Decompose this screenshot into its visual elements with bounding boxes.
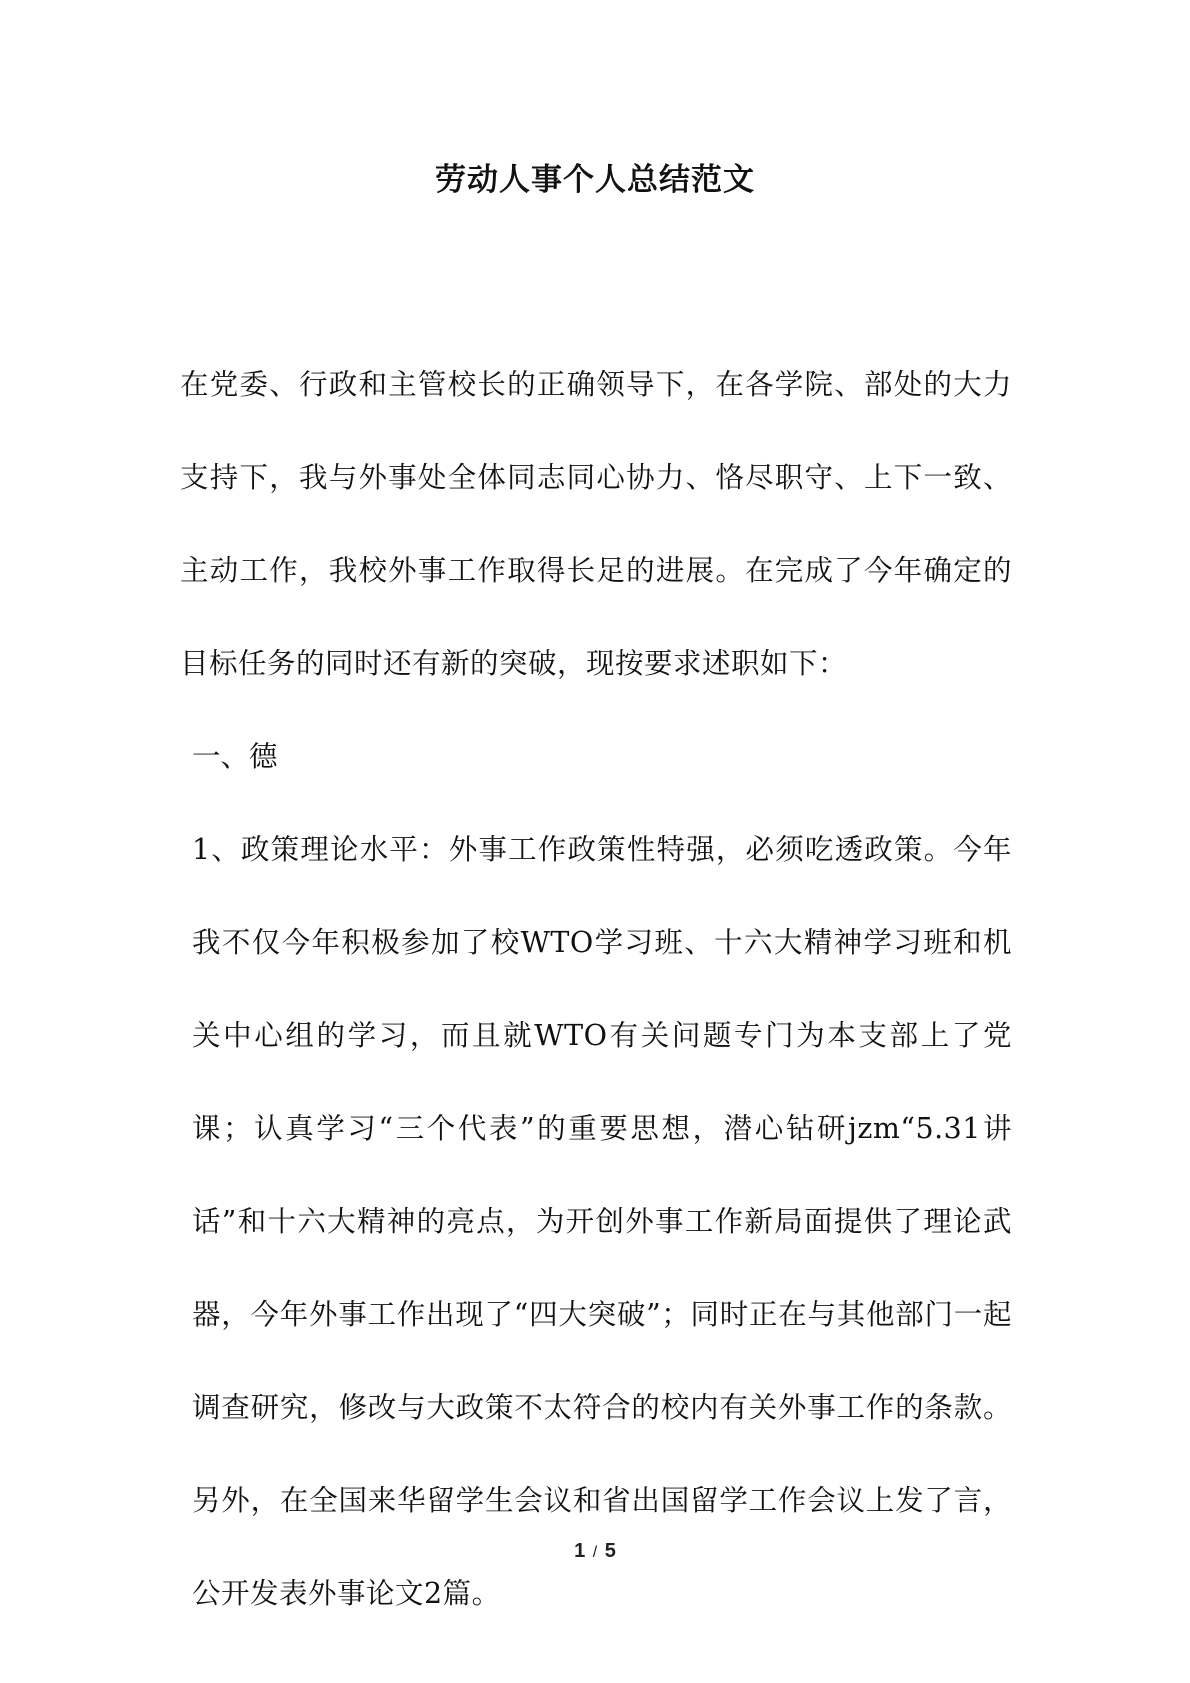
- current-page-number: 1: [574, 1540, 586, 1562]
- policy-theory-paragraph: 1、政策理论水平：外事工作政策性特强，必须吃透政策。今年我不仅今年积极参加了校WTO学习班、十六大精神学习班和机关中心组的学习，而且就WTO有关问题专门为本支部上了党课；认真学习“三个代表”的重要思想，潜心钻研jzm“5.31讲话”和十六大精神的亮点，为开创外事工作新局面提供了理论武器，今年外事工作出现了“四大突破”；同时正在与其他部门一起调查研究，修改与大政策不太符合的校内有关外事工作的条款。另外，在全国来华留学生会议和省出国留学工作会议上发了言，公开发表外事论文2篇。: [192, 833, 1012, 1610]
- document-body: [180, 338, 1012, 1640]
- section-heading: 一、德: [192, 740, 278, 773]
- document-title: 劳动人事个人总结范文: [435, 162, 755, 198]
- page-number: [0, 1540, 1190, 1563]
- intro-paragraph: 在党委、行政和主管校长的正确领导下，在各学院、部处的大力支持下，我与外事处全体同志同心协力、恪尽职守、上下一致、主动工作，我校外事工作取得长足的进展。在完成了今年确定的目标任务的同时还有新的突破，现按要求述职如下：: [180, 368, 1012, 680]
- total-page-count: 5: [604, 1540, 616, 1562]
- page-separator: /: [592, 1544, 598, 1561]
